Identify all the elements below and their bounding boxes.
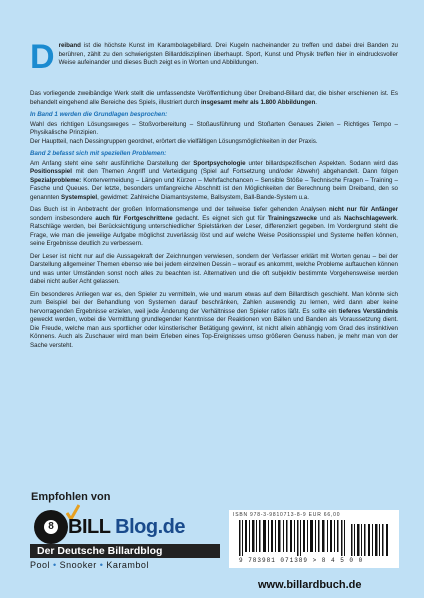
paragraph-understanding: Ein besonderes Anliegen war es, den Spieler zu vermitteln, wie und warum etwas auf dem Billardtisch geschieht. Man könnte sich zum Beispiel bei der Behandlung von Systemen darauf beschränken, Zahlen auswendig zu lernen, wird dann aber keine hervorragenden Ergebnisse erzielen, weil jede Änderung der Verhältnisse den Spieler ratlos läßt. Es sollte ein tieferes Verständnis geweckt werden, wobei die Vermittlung grundlegender Kenntnisse der Reaktionen von Bällen und Banden als Voraussetzung dient. Die Freude, welche man aus sportlicher oder künstlerischer Betätigung gewinnt, ist nicht allein abhängig vom Grad des instinktiven Könnens. Auch als Zuschauer wird man beim Erleben eines Top-Ereignisses umso größeren Genuss haben, je mehr man von der Sache versteht. (30, 290, 398, 349)
logo-categories: Pool • Snooker • Karambol (30, 560, 149, 570)
intro-text: ist die höchste Kunst im Karambolagebillard. Drei Kugeln nacheinander zu treffen und dabei drei Banden zu berühren, zählt zu den schwierigsten Billarddisziplinen überhaupt. Sport, Kunst und Physik treffen hier in eindrucksvoller Weise aufeinander und dieses Buch zeigt es in Worten und Abbildungen. (58, 42, 398, 66)
recommended-by-label: Empfohlen von (31, 491, 111, 503)
isbn-barcode (229, 510, 399, 568)
intro-paragraph (30, 38, 398, 90)
eight-ball-icon: 8 (34, 510, 68, 544)
band1-topics: Wahl des richtigen Lösungsweges – Stoßvorbereitung – Stoßausführung und Stoßarten Genaues Zielen – Richtiges Tempo – Physikalische Prinzipien. (30, 120, 398, 136)
website-url[interactable]: www.billardbuch.de (258, 579, 362, 591)
band2-heading: Band 2 befasst sich mit speziellen Problemen: (30, 150, 167, 157)
logo-wordmark: BILL Blog.de (68, 516, 185, 538)
paragraph-reader: Der Leser ist nicht nur auf die Aussagekraft der Zeichnungen verwiesen, sondern der Verfasser erklärt mit Worten genau – bei der Darstellung allgemeiner Themen ebenso wie bei jedem einzelnen Dessin – worauf es ankommt, welche Probleme auftauchen können und was unter Umständen sonst noch alles zu beachten ist. Alternativen und die oft subjektiv bestimmte Vorgehensweise werden dabei nicht außer Acht gelassen. (30, 252, 398, 285)
band1-heading: In Band 1 werden die Grundlagen besprochen: (30, 111, 168, 118)
isbn-number: 9 783981 071389 > 8 4 5 0 0 (239, 557, 364, 564)
drop-cap: D (30, 38, 55, 76)
intro-first-word: reiband (58, 42, 81, 49)
barcode-icon (237, 520, 391, 556)
logo-tagline: Der Deutsche Billardblog (30, 544, 220, 558)
band2-text: Am Anfang steht eine sehr ausführliche Darstellung der Sportpsychologie unter billardspezifischen Aspekten. Sodann wird das Positionsspiel mit den Themen Angriff und Verteidigung (Spiel auf Fortsetzung und/oder Abwehr) abgehandelt. Dann folgen Spezialprobleme: Kontervermeidung – Längen und Kürzen – Mehrfachchancen – Sensible Stöße – Technische Fragen – Training – Fasche und Queues. Der letzte, besonders umfangreiche Abschnitt ist den Möglichkeiten der Berechnung beim Dreiband, den so genannten Systemspiel, gewidmet: Zahlreiche Diamantsysteme, Ballsystem, Ball-Bande-System u.a. (30, 159, 398, 201)
back-cover-text (30, 40, 398, 354)
paragraph-overview: Das vorliegende zweibändige Werk stellt die umfassendste Veröffentlichung über Dreiband-Billard dar, die bisher erschienen ist. Es behandelt eingehend alle Bereiche des Spiels, illustriert durch insgesamt mehr als 1.800 Abbildungen. (30, 90, 398, 106)
band1-main: Der Hauptteil, nach Dessingruppen geordnet, erörtert die vielfältigen Lösungsmöglichkeiten in der Praxis. (30, 137, 318, 145)
paragraph-audience: Das Buch ist in Anbetracht der großen Informationsmenge und der teilweise tiefer gehenden Analysen nicht nur für Anfänger sondern insbesondere auch für Fortgeschrittene gedacht. Es eignet sich gut für Trainingszwecke und als Nachschlagewerk. Ratschläge werden, bei Berücksichtigung unterschiedlicher Spielstärken der Leser, differenziert gegeben. Im Vordergrund steht die Frage, wie man die jeweilige Aufgabe möglichst zuverlässig löst und auf welche Weise Positionsspiel und Systeme helfen können, seine Ergebnisse deutlich zu verbessern. (30, 206, 399, 247)
isbn-label: ISBN 978-3-9810713-8-9 EUR 66,00 (233, 512, 341, 518)
billblog-logo (28, 510, 220, 574)
